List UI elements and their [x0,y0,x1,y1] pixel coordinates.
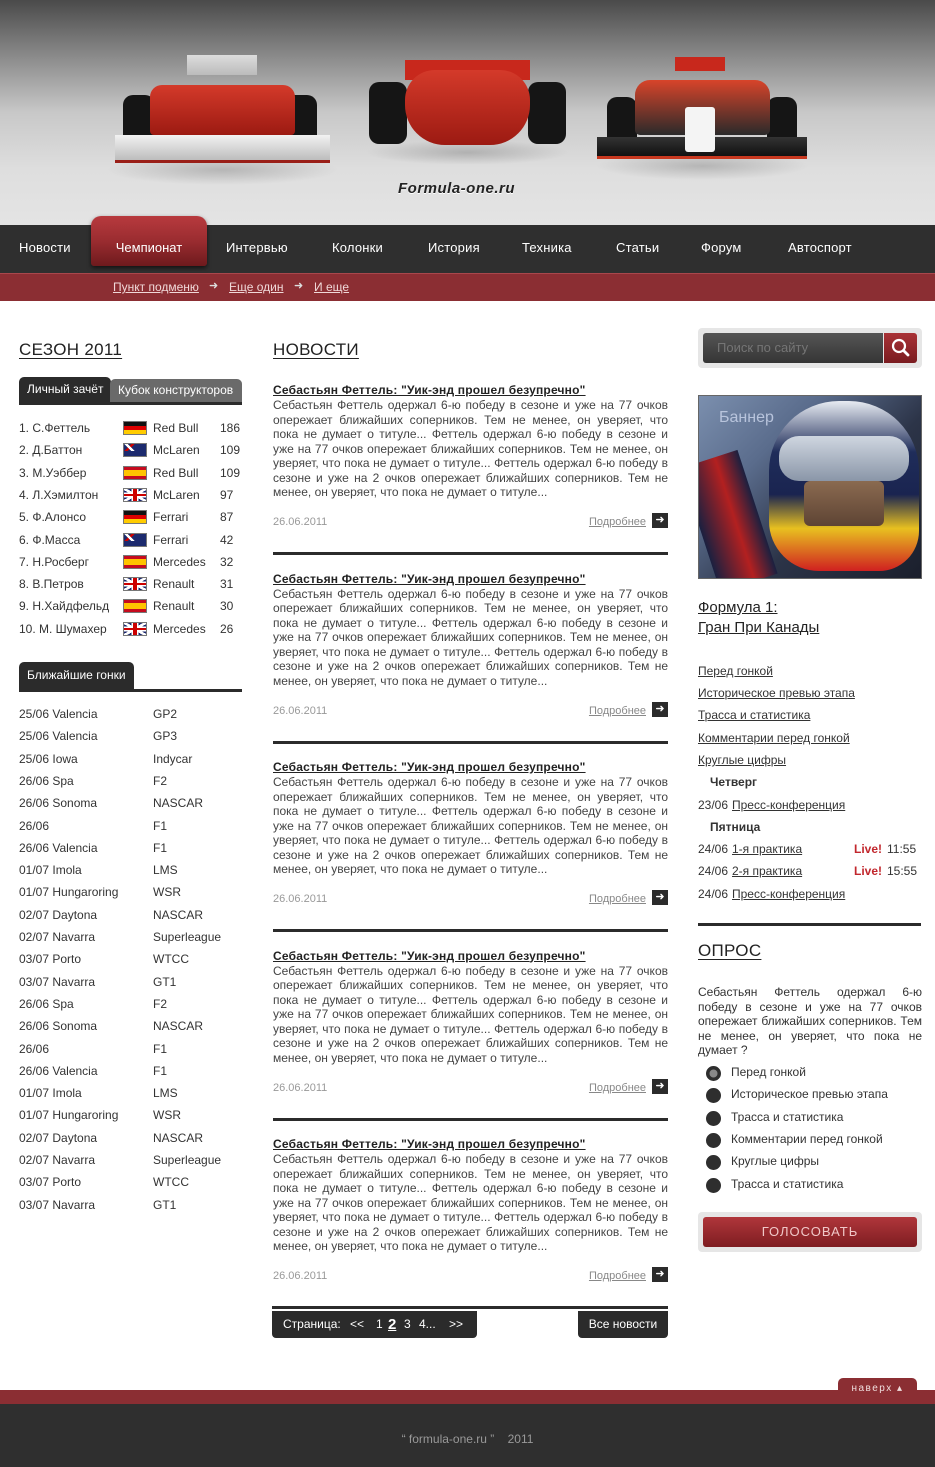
gp-link-track-stats[interactable]: Трасса и статистика [698,708,811,722]
points: 87 [220,510,234,525]
race-row [19,774,244,796]
flag-es-icon [123,599,147,613]
driver-name[interactable]: 6. Ф.Масса [19,532,81,547]
nav-item-columns[interactable]: Колонки [332,240,384,255]
race-event[interactable]: 01/07 Hungaroring [19,1108,119,1123]
race-event[interactable]: 01/07 Hungaroring [19,885,119,900]
race-series: WSR [153,885,181,900]
race-row [19,1153,244,1175]
read-more-link[interactable]: Подробнее [588,1270,646,1282]
pager-next[interactable]: >> [449,1317,464,1331]
news-excerpt: Себастьян Феттель одержал 6-ю победу в сезоне и уже на 77 очков опережает ближайших соперников. Тем не менее, он уверяет, что пока не думает о титуле... Феттель одержал 6-ю победу в сезоне и уже на 77 очков опережает ближайших соперников. Тем не менее, он уверяет, что пока не думает о титуле... Феттель одержал 6-ю победу в сезоне и уже на 2 очков опережает ближайших соперников. Тем не менее, он уверяет, что пока не думает о титуле... [273,775,668,876]
news-date: 26.06.2011 [273,1081,328,1094]
race-event[interactable]: 26/06 Spa [19,996,74,1011]
schedule-date: 24/06 [698,864,729,878]
team-name: Mercedes [153,554,206,569]
team-name: Red Bull [153,421,199,435]
schedule-date: 24/06 [698,887,729,901]
day-thursday: Четверг [710,775,758,789]
pagination [272,1311,477,1338]
race-event[interactable]: 25/06 Valencia [19,707,98,721]
poll-radio[interactable] [706,1088,721,1103]
race-row [19,729,244,751]
news-item [273,760,668,935]
points: 26 [220,621,234,636]
poll-radio[interactable] [706,1066,721,1081]
points: 31 [220,577,234,592]
divider [698,923,921,926]
driver-name[interactable]: 3. М.Уэббер [19,465,87,480]
flag-au-icon [123,533,147,547]
flag-au-icon [123,443,147,457]
flag-gb-icon [123,488,147,502]
live-link[interactable]: Live! [854,864,883,878]
race-series: F2 [153,996,168,1011]
season-title: СЕЗОН 2011 [19,340,123,359]
poll-radio[interactable] [706,1155,721,1170]
news-title-link[interactable]: Себастьян Феттель: "Уик-энд прошел безупречно" [273,571,586,586]
read-more-link[interactable]: Подробнее [588,893,646,905]
news-date: 26.06.2011 [273,1270,328,1282]
read-more-link[interactable]: Подробнее [588,516,646,528]
footer-stripe [0,1390,935,1404]
team-name: Ferrari [153,532,189,547]
arrow-right-icon[interactable]: ➜ [652,702,668,717]
read-more-link[interactable]: Подробнее [588,1081,646,1094]
news-title-link[interactable]: Себастьян Феттель: "Уик-энд прошел безупречно" [273,383,586,397]
team-name: Red Bull [153,465,199,480]
gp-title[interactable]: Формула 1: Гран При Канады [698,599,820,636]
flag-gb-icon [123,622,147,636]
flag-gb-icon [123,577,147,591]
standings-row [19,555,244,577]
race-event[interactable]: 03/07 Porto [19,1175,82,1190]
race-row [19,863,244,885]
race-series: F2 [153,773,168,788]
pager-page-4[interactable]: 4... [419,1317,436,1331]
race-row [19,1175,244,1197]
poll-option-label[interactable]: Трасса и статистика [731,1176,844,1191]
car-image-ferrari [105,55,340,180]
points: 186 [220,421,241,435]
standings-row [19,622,244,644]
poll-radio[interactable] [706,1111,721,1126]
race-series: F1 [153,840,168,855]
race-row [19,930,244,952]
points: 109 [220,443,241,458]
race-event[interactable]: 25/06 Valencia [19,729,98,744]
standings-row [19,443,244,465]
race-event[interactable]: 26/06 [19,1041,50,1056]
schedule-time: 11:55 [887,842,917,856]
race-series: F1 [153,818,168,833]
team-name: Renault [153,599,195,614]
schedule-date: 24/06 [698,842,729,856]
gp-link-before-race[interactable]: Перед гонкой [698,664,773,678]
race-event[interactable]: 26/06 Valencia [19,840,98,855]
tab-drivers[interactable]: Личный зачёт [19,377,111,402]
banner-image[interactable] [698,395,922,579]
footer [0,1404,935,1467]
divider [273,929,668,932]
gp-link-comments[interactable]: Комментарии перед гонкой [698,731,850,745]
standings-row [19,488,244,510]
race-series: NASCAR [153,796,204,811]
news-title-link[interactable]: Себастьян Феттель: "Уик-энд прошел безупречно" [273,948,586,963]
race-series: GP2 [153,707,178,721]
driver-name[interactable]: 2. Д.Баттон [19,443,83,458]
schedule-link-press-thu[interactable]: Пресс-конференция [732,798,846,812]
tab-constructors[interactable]: Кубок конструкторов [110,379,242,402]
search-icon [884,333,917,363]
poll-question: Себастьян Феттель одержал 6-ю победу в сезоне и уже на 77 очков опережает ближайших соперников. Тем не менее, он уверяет, что пока не думает ? [698,985,922,1057]
points: 109 [220,465,241,480]
race-event[interactable]: 26/06 [19,818,50,833]
race-series: NASCAR [153,907,204,922]
poll-option-label[interactable]: Перед гонкой [731,1065,806,1079]
nav-item-history[interactable]: История [428,240,480,255]
standings-row [19,577,244,599]
race-event[interactable]: 02/07 Navarra [19,1153,96,1167]
driver-name[interactable]: 4. Л.Хэмилтон [19,487,99,502]
race-row [19,908,244,930]
driver-name[interactable]: 1. С.Феттель [19,421,91,435]
race-row [19,1086,244,1108]
flag-es-icon [123,555,147,569]
pager-label: Страница: [283,1317,341,1331]
news-date: 26.06.2011 [273,516,328,528]
driver-name[interactable]: 8. В.Петров [19,577,84,592]
news-item [273,1137,668,1312]
standings-row [19,510,244,532]
points: 30 [220,599,234,614]
race-row [19,1019,244,1041]
nav-item-championship[interactable]: Чемпионат [91,216,207,266]
car-image-virgin [595,52,810,177]
race-series: LMS [153,863,178,878]
car-image-ferrari-f2008 [365,40,570,160]
divider [273,741,668,744]
news-title-link[interactable]: Себастьян Феттель: "Уик-энд прошел безупречно" [273,1137,586,1151]
schedule-link-press-fri[interactable]: Пресс-конференция [732,887,846,901]
race-series: WSR [153,1108,181,1123]
search-input[interactable] [703,333,883,363]
vote-button[interactable]: ГОЛОСОВАТЬ [703,1217,917,1247]
footer-copyright: “ formula-one.ru ” 2011 [401,1432,534,1446]
race-row [19,952,244,974]
news-excerpt: Себастьян Феттель одержал 6-ю победу в сезоне и уже на 77 очков опережает ближайших соперников. Тем не менее, он уверяет, что пока не думает о титуле... Феттель одержал 6-ю победу в сезоне и уже на 77 очков опережает ближайших соперников. Тем не менее, он уверяет, что пока не думает о титуле... Феттель одержал 6-ю победу в сезоне и уже на 2 очков опережает ближайших соперников. Тем не менее, он уверяет, что пока не думает о титуле... [273,398,668,499]
race-event[interactable]: 03/07 Navarra [19,974,96,989]
news-excerpt: Себастьян Феттель одержал 6-ю победу в сезоне и уже на 77 очков опережает ближайших соперников. Тем не менее, он уверяет, что пока не думает о титуле... Феттель одержал 6-ю победу в сезоне и уже на 77 очков опережает ближайших соперников. Тем не менее, он уверяет, что пока не думает о титуле... Феттель одержал 6-ю победу в сезоне и уже на 2 очков опережает ближайших соперников. Тем не менее, он уверяет, что пока не думает о титуле... [273,586,668,688]
search-button[interactable] [884,333,917,363]
race-row [19,707,244,729]
race-series: GP3 [153,729,178,744]
divider [273,552,668,555]
race-series: F1 [153,1063,168,1078]
race-row [19,997,244,1019]
race-series: WTCC [153,952,189,967]
race-row [19,1131,244,1153]
day-friday: Пятница [710,820,761,834]
standings-row [19,421,244,443]
pager-page-2-current[interactable]: 2 [388,1316,397,1333]
race-series: Superleague [153,1153,222,1167]
nav-item-tech[interactable]: Техника [522,240,572,255]
flag-de-icon [123,421,147,435]
tab-upcoming-races[interactable]: Ближайшие гонки [19,662,134,689]
team-name: McLaren [153,443,200,458]
race-row [19,1042,244,1064]
site-header [0,0,935,225]
subnav-item-3[interactable]: И еще [314,280,350,294]
schedule-link-practice-2[interactable]: 2-я практика [732,864,803,878]
race-row [19,1198,244,1220]
news-item [273,572,668,747]
standings-row [19,533,244,555]
standings-row [19,599,244,621]
subnav-item-2[interactable]: Еще один [229,280,284,294]
race-event[interactable]: 03/07 Porto [19,952,82,967]
vote-box [698,1212,922,1252]
race-series: GT1 [153,974,177,989]
races-tabs [19,662,242,692]
arrow-right-icon: ➜ [209,280,219,292]
driver-name[interactable]: 10. М. Шумахер [19,621,107,636]
poll-title: ОПРОС [698,941,762,960]
race-event[interactable]: 02/07 Daytona [19,907,98,922]
arrow-right-icon[interactable]: ➜ [652,890,668,905]
gp-link-round-numbers[interactable]: Круглые цифры [698,753,787,767]
divider [272,1306,668,1309]
race-event[interactable]: 26/06 Spa [19,773,74,788]
read-more-link[interactable]: Подробнее [588,704,646,717]
poll-option-label[interactable]: Историческое превью этапа [731,1087,888,1102]
standings-row [19,466,244,488]
points: 32 [220,554,234,569]
back-to-top-button[interactable]: наверх ▴ [838,1378,917,1398]
points: 42 [220,532,234,547]
poll-radio[interactable] [706,1133,721,1148]
driver-name[interactable]: 5. Ф.Алонсо [19,510,87,525]
race-row [19,819,244,841]
news-date: 26.06.2011 [273,704,328,717]
race-series: GT1 [153,1197,177,1212]
race-event[interactable]: 25/06 Iowa [19,751,78,766]
race-event[interactable]: 01/07 Imola [19,863,82,878]
race-event[interactable]: 26/06 Valencia [19,1063,98,1078]
team-name: Ferrari [153,510,189,525]
arrow-right-icon[interactable]: ➜ [652,1079,668,1094]
news-section-title: НОВОСТИ [273,340,359,359]
nav-item-articles[interactable]: Статьи [616,240,660,255]
race-event[interactable]: 02/07 Daytona [19,1130,98,1145]
race-series: Indycar [153,751,193,766]
poll-option-label[interactable]: Круглые цифры [731,1154,820,1169]
subnav-item-1[interactable]: Пункт подменю [113,280,199,294]
site-logo[interactable]: Formula-one.ru [398,180,516,197]
nav-item-motorsport[interactable]: Автоспорт [788,240,852,255]
news-item [273,383,668,558]
news-excerpt: Себастьян Феттель одержал 6-ю победу в сезоне и уже на 77 очков опережает ближайших соперников. Тем не менее, он уверяет, что пока не думает о титуле... Феттель одержал 6-ю победу в сезоне и уже на 77 очков опережает ближайших соперников. Тем не менее, он уверяет, что пока не думает о титуле... Феттель одержал 6-ю победу в сезоне и уже на 2 очков опережает ближайших соперников. Тем не менее, он уверяет, что пока не думает о титуле... [273,1152,668,1253]
driver-name[interactable]: 9. Н.Хайдфельд [19,599,110,614]
race-event[interactable]: 26/06 Sonoma [19,1019,98,1034]
arrow-right-icon[interactable]: ➜ [652,1267,668,1282]
nav-item-forum[interactable]: Форум [701,240,742,255]
live-link[interactable]: Live! [854,842,883,856]
divider [273,1118,668,1121]
race-event[interactable]: 02/07 Navarra [19,930,96,944]
race-row [19,841,244,863]
news-title-link[interactable]: Себастьян Феттель: "Уик-энд прошел безупречно" [273,760,586,774]
schedule-link-practice-1[interactable]: 1-я практика [732,842,803,856]
race-series: Superleague [153,930,222,944]
race-series: LMS [153,1086,178,1101]
race-event[interactable]: 26/06 Sonoma [19,796,98,811]
banner-label: Баннер [719,409,774,426]
team-name: Mercedes [153,621,206,636]
race-row [19,885,244,907]
news-item [273,949,668,1124]
race-series: NASCAR [153,1019,204,1034]
race-series: NASCAR [153,1130,204,1145]
driver-name[interactable]: 7. Н.Росберг [19,554,89,569]
flag-de-icon [123,510,147,524]
flag-es-icon [123,466,147,480]
poll-option-label[interactable]: Трасса и статистика [731,1109,844,1124]
standings-tabs [19,377,242,405]
schedule-time: 15:55 [887,864,918,878]
race-series: F1 [153,1041,168,1056]
news-date: 26.06.2011 [273,893,328,905]
race-row [19,975,244,997]
race-event[interactable]: 03/07 Navarra [19,1197,96,1212]
pager-prev[interactable]: << [350,1317,365,1331]
race-event[interactable]: 01/07 Imola [19,1086,82,1101]
gp-link-historical-preview[interactable]: Историческое превью этапа [698,686,855,700]
pager-page-1[interactable]: 1 [376,1317,383,1331]
schedule-date: 23/06 [698,798,729,812]
race-series: WTCC [153,1175,189,1190]
race-row [19,1108,244,1130]
race-row [19,1064,244,1086]
race-row [19,752,244,774]
poll-radio[interactable] [706,1178,721,1193]
race-row [19,796,244,818]
poll-option-label[interactable]: Комментарии перед гонкой [731,1131,883,1146]
team-name: Renault [153,577,195,592]
pager-page-3[interactable]: 3 [404,1317,411,1331]
news-excerpt: Себастьян Феттель одержал 6-ю победу в сезоне и уже на 77 очков опережает ближайших соперников. Тем не менее, он уверяет, что пока не думает о титуле... Феттель одержал 6-ю победу в сезоне и уже на 77 очков опережает ближайших соперников. Тем не менее, он уверяет, что пока не думает о титуле... Феттель одержал 6-ю победу в сезоне и уже на 2 очков опережает ближайших соперников. Тем не менее, он уверяет, что пока не думает о титуле... [273,963,668,1065]
search-box [698,328,922,368]
arrow-right-icon[interactable]: ➜ [652,513,668,528]
points: 97 [220,487,234,502]
nav-item-interview[interactable]: Интервью [226,240,288,255]
all-news-button[interactable]: Все новости [578,1311,668,1338]
nav-item-news[interactable]: Новости [19,240,71,255]
arrow-right-icon: ➜ [294,280,304,292]
team-name: McLaren [153,487,200,502]
subnav [0,273,935,301]
